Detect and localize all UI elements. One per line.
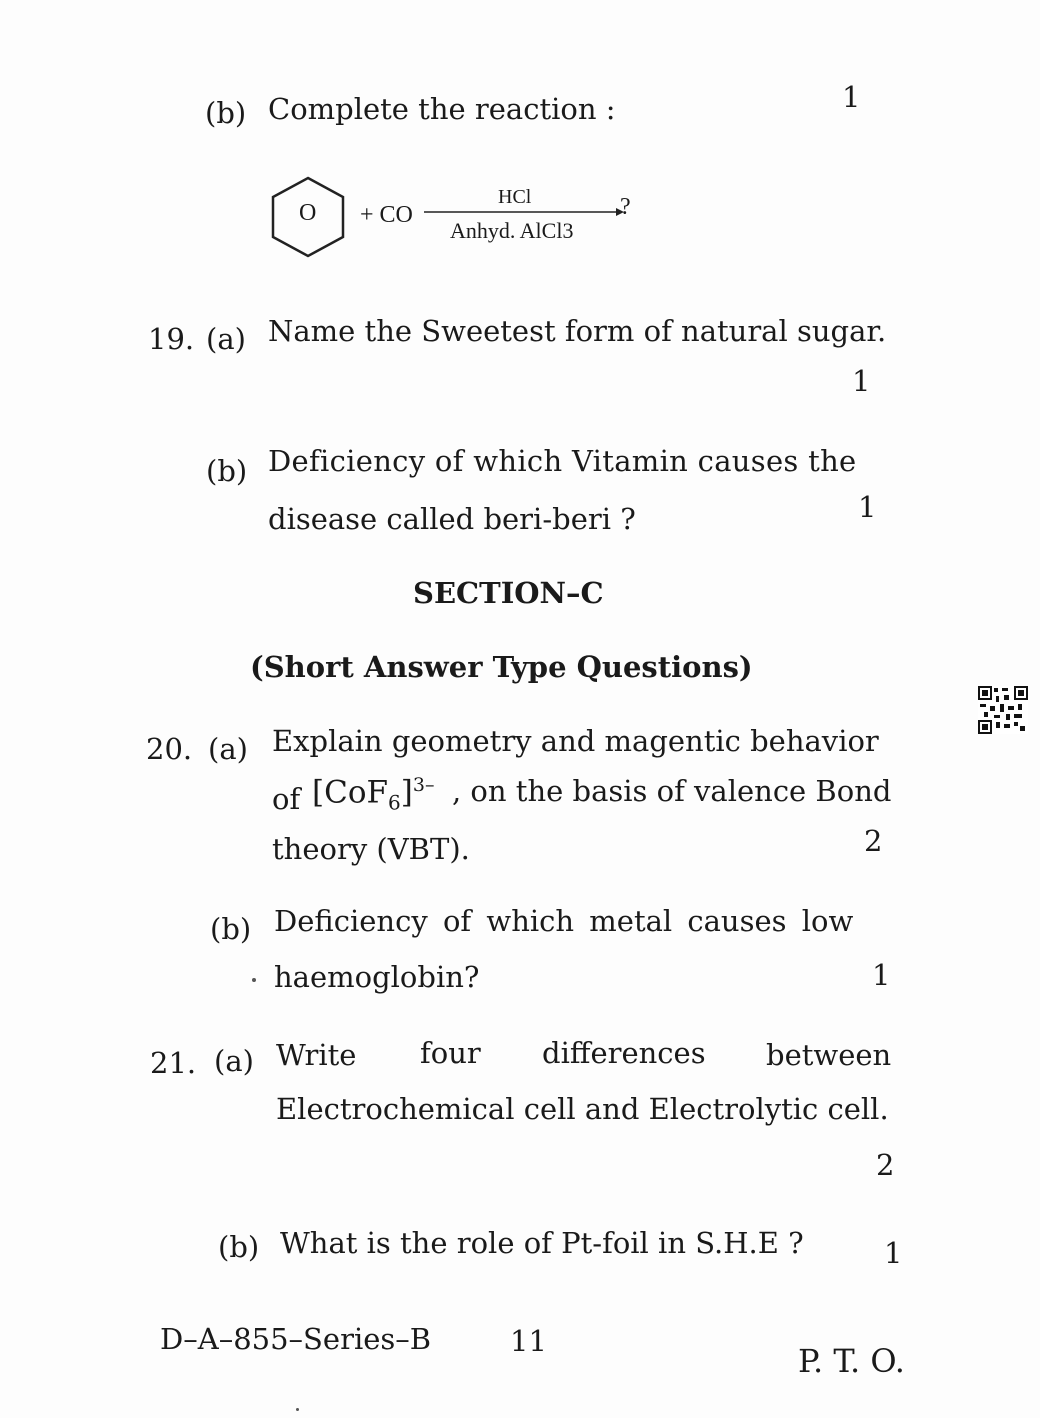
arrow-below-catalyst: Anhyd. AlCl3 <box>450 218 574 243</box>
q21a-word-3: differences <box>542 1036 706 1070</box>
qr-code-icon <box>978 686 1028 734</box>
q21-number: 21. <box>150 1046 197 1080</box>
q20a-marks: 2 <box>864 824 883 858</box>
section-title: SECTION–C <box>413 576 604 610</box>
reaction-arrow <box>424 206 624 218</box>
stray-mark-bottom <box>296 1408 299 1411</box>
q20-number: 20. <box>146 732 193 766</box>
q21b-text: What is the role of Pt-foil in S.H.E ? <box>280 1226 804 1260</box>
reagent-co: + CO <box>360 202 413 228</box>
q20a-line2-post: , on the basis of valence Bond <box>452 774 892 808</box>
q20a-line3: theory (VBT). <box>272 832 470 866</box>
q19a-text: Name the Sweetest form of natural sugar. <box>268 314 887 348</box>
q21a-label: (a) <box>214 1044 254 1078</box>
ring-label: O <box>299 200 317 226</box>
q21b-label: (b) <box>218 1230 260 1264</box>
q20b-marks: 1 <box>872 958 891 992</box>
complex-subscript: 6 <box>388 790 401 815</box>
q20b-line1: Deficiency of which metal causes low <box>274 904 854 938</box>
section-subtitle: (Short Answer Type Questions) <box>250 650 753 684</box>
q19b-label: (b) <box>206 454 248 488</box>
reaction-product: ? <box>620 194 631 220</box>
q21a-word-4: between <box>766 1038 892 1072</box>
q20a-line1: Explain geometry and magentic behavior <box>272 724 879 758</box>
q18b-label: (b) <box>205 96 247 130</box>
arrow-above-hcl: HCl <box>498 186 532 208</box>
q21b-marks: 1 <box>884 1236 903 1270</box>
q21a-word-1: Write <box>276 1038 357 1072</box>
bracket-close: ] <box>400 774 413 811</box>
q19a-marks: 1 <box>852 364 871 398</box>
q20a-label: (a) <box>208 732 248 766</box>
q20b-line2: haemoglobin? <box>274 960 480 994</box>
q20a-line2-pre: of <box>272 782 301 816</box>
bracket-open: [ <box>312 774 325 811</box>
complex-cof: CoF <box>324 774 389 811</box>
footer-page: 11 <box>510 1324 547 1358</box>
q20b-label: (b) <box>210 912 252 946</box>
q19b-line2: disease called beri-beri ? <box>268 502 636 536</box>
stray-mark <box>252 978 256 982</box>
q18b-text: Complete the reaction : <box>268 92 616 126</box>
complex-formula <box>312 774 434 815</box>
q21a-word-2: four <box>420 1036 481 1070</box>
q19b-line1: Deficiency of which Vitamin causes the <box>268 444 857 478</box>
q21a-marks: 2 <box>876 1148 895 1182</box>
q19a-label: (a) <box>206 322 246 356</box>
q21a-line2: Electrochemical cell and Electrolytic cell. <box>276 1092 889 1126</box>
complex-charge: 3– <box>412 774 435 796</box>
footer-pto: P. T. O. <box>798 1342 905 1380</box>
q18b-marks: 1 <box>842 80 861 114</box>
q19-number: 19. <box>148 322 195 356</box>
footer-code: D–A–855–Series–B <box>160 1322 432 1356</box>
q19b-marks: 1 <box>858 490 877 524</box>
